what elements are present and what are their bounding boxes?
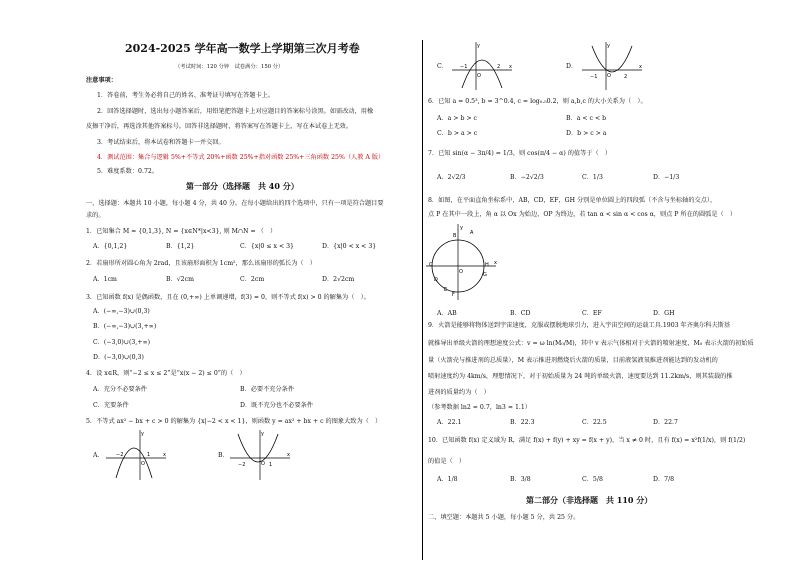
- note-2: 2．回答选择题时，选出每小题答案后，用铅笔把答题卡上对应题目的答案标号涂黑。如需改动，用橡: [97, 108, 374, 115]
- q10-option-b: B．3/8: [510, 476, 531, 483]
- q8-unit-circle-figure: [424, 222, 500, 302]
- q8-x-label: x: [494, 260, 497, 266]
- section2-instructions: 二、填空题：本题共 5 小题，每小题 5 分，共 25 分。: [428, 514, 580, 521]
- q8-option-d: D．GH: [653, 310, 675, 317]
- q6-stem: 6．已知 a = 0.5³, b = 3^0.4, c = log₀.₅0.2，则 a,b,c 的大小关系为（ ）。: [428, 98, 647, 105]
- q9-line-1: 9．火箭是能够将物体送到宇宙速度，克服或摆脱地球引力，进入宇宙空间的运载工具.1903 年齐奥尔科夫斯基: [428, 322, 731, 329]
- q3-stem: 3．已知函数 f(x) 是偶函数，且在 (0,+∞) 上单调递增，f(3) = 0，则不等式 f(x) > 0 的解集为（ ）。: [86, 294, 370, 301]
- q8-point-c: C: [429, 262, 433, 268]
- q5d-root-right: 2: [624, 74, 628, 80]
- section1-instructions-cont: 求的。: [86, 212, 105, 219]
- q1-option-c: C．{x|0 ≤ x < 3}: [240, 243, 294, 250]
- q5a-root-right: 1: [147, 452, 151, 458]
- q9-line-4: 喷射速度约为 4km/s，理想情况下，对于初始质量为 24 吨的单级火箭，速度要达到 11.2km/s，则其装载的推: [428, 373, 733, 380]
- exam-title: 2024-2025 学年高一数学上学期第三次月考卷: [125, 42, 360, 55]
- q5c-x-label: x: [509, 64, 512, 70]
- q8-point-g: G: [483, 272, 487, 278]
- q5d-origin: O: [607, 73, 611, 79]
- part1-heading: 第一部分（选择题 共 40 分）: [186, 181, 299, 191]
- q5a-x-label: x: [163, 452, 166, 458]
- q5-option-d: D．: [566, 63, 578, 70]
- notes-heading: 注意事项：: [86, 77, 117, 84]
- note-3: 3．考试结束后，将本试卷和答题卡一并交回。: [97, 139, 225, 146]
- q7-option-c: C．1/3: [582, 174, 603, 181]
- q9-option-a: A．22.1: [437, 419, 462, 426]
- part2-heading: 第二部分（非选择题 共 110 分）: [526, 495, 653, 505]
- q4-option-c: C．充要条件: [93, 402, 129, 409]
- q5c-root-left: −1: [460, 64, 468, 70]
- q5c-origin: O: [477, 73, 481, 79]
- q1-stem: 1．已知集合 M = {0,1,3}, N = {x∈N*|x<3}, 则 M∩N = （ ）: [86, 228, 277, 235]
- note-2-cont: 皮擦干净后，再选涂其他答案标号。回答非选择题时，将答案写在答题卡上，写在本试卷上无效。: [86, 123, 353, 130]
- q2-option-d: D．2√2cm: [322, 276, 355, 283]
- q10-option-a: A．1/8: [437, 476, 458, 483]
- q8-point-d: D: [434, 277, 438, 283]
- q1-option-d: D．{x|0 < x < 3}: [322, 243, 377, 250]
- note-4-scope: 4．测试范围：集合与逻辑 5%+不等式 20%+函数 25%+指对函数 25%+三角函数 25%（人教 A 版）: [97, 154, 385, 161]
- q7-option-a: A．2√2/3: [437, 174, 466, 181]
- q6-option-c: C．b > a > c: [437, 130, 478, 137]
- q5a-origin: O: [141, 461, 145, 467]
- q8-point-f: F: [452, 292, 455, 298]
- q9-reference-data: （参考数据 ln2 ≈ 0.7，ln3 ≈ 1.1）: [428, 404, 531, 411]
- q4-option-b: B．必要不充分条件: [240, 386, 295, 393]
- q6-option-a: A．a > b > c: [437, 115, 478, 122]
- q8-origin: O: [459, 269, 463, 275]
- q7-option-b: B．−2√2/3: [510, 174, 544, 181]
- q5-option-b: B．: [218, 452, 229, 459]
- q2-stem: 2．若扇形所对圆心角为 2rad，且该扇形面积为 1cm²，那么该扇形的弧长为（ ）: [86, 260, 316, 267]
- exam-info: （考试时间：120 分钟 试卷满分：150 分）: [175, 64, 284, 70]
- q5-graph-c: [450, 40, 516, 92]
- q6-option-d: D．b > c > a: [566, 130, 607, 137]
- q9-line-5: 进剂的质量约为（ ）: [428, 389, 490, 396]
- section1-instructions: 一、选择题：本题共 10 小题，每小题 4 分，共 40 分。在每小题给出的四个选项中，只有一项是符合题目要: [86, 200, 384, 207]
- q10-line-1: 10．已知函数 f(x) 定义域为 R，满足 f(x) + f(y) + xy = f(x + y)，当 x ≠ 0 时，且有 f(x) = x²f(1/x)，则 f(1/2): [428, 437, 746, 444]
- q8-y-label: y: [460, 225, 463, 231]
- q10-option-c: C．5/8: [582, 476, 603, 483]
- q5-stem: 5．不等式 ax² − bx + c > 0 的解集为 {x|−2 < x < 1}，则函数 y = ax² + bx + c 的图象大致为（ ）: [86, 418, 382, 425]
- q5d-x-label: x: [639, 64, 642, 70]
- q9-line-3: 量（火箭壳与推进剂的总质量），M 表示推进剂燃烧后火箭的质量，目前液氢液氧推进剂能达到的发动机的: [428, 357, 718, 364]
- q5b-root-right: 1: [269, 462, 273, 468]
- q5b-x-label: x: [287, 452, 290, 458]
- q5d-root-left: −1: [590, 74, 598, 80]
- q4-option-a: A．充分不必要条件: [93, 386, 147, 393]
- q5-graph-a: [104, 428, 170, 482]
- q8-point-b: B: [453, 233, 457, 239]
- q8-line-2: 点 P 在其中一段上，角 α 以 Ox 为始边，OP 为终边，若 tan α < sin α < cos α，则点 P 所在的圆弧是（ ）: [428, 211, 737, 218]
- q9-line-2: 就推导出单级火箭的理想速度公式：v = ω ln(M₀/M)，其中 v 表示气体相对于火箭的喷射速度，M₀ 表示火箭的初始质: [428, 340, 754, 347]
- q1-option-a: A．{0,1,2}: [93, 243, 128, 250]
- q7-option-d: D．−1/3: [653, 174, 680, 181]
- q10-line-2: 的值是（ ）: [428, 458, 466, 465]
- q3-option-c: C．(−3,0)∪(3,+∞): [93, 339, 151, 346]
- q5-option-a: A．: [93, 452, 104, 459]
- q7-stem: 7．已知 sin(α − 3π/4) = 1/3，则 cos(π/4 − α) 的值等于（ ）: [428, 150, 612, 157]
- q8-point-e: E: [444, 287, 448, 293]
- q5-option-c: C．: [437, 63, 448, 70]
- q4-option-d: D．既不充分也不必要条件: [240, 402, 314, 409]
- column-divider: [422, 40, 423, 560]
- note-5: 5．难度系数：0.72。: [97, 168, 159, 175]
- q2-option-a: A．1cm: [93, 276, 117, 283]
- q6-option-b: B．a < c < b: [566, 115, 607, 122]
- q8-point-h: H: [485, 262, 489, 268]
- q9-option-b: B．22.3: [510, 419, 535, 426]
- q1-option-b: B．{1,2}: [166, 243, 195, 250]
- q5a-root-left: −2: [116, 452, 124, 458]
- q5a-y-label: y: [141, 431, 144, 437]
- q5c-root-right: 2: [497, 64, 501, 70]
- q3-option-a: A．(−∞,−3)∪(0,3): [93, 308, 150, 315]
- q9-option-c: C．22.5: [582, 419, 607, 426]
- q9-option-d: D．22.7: [653, 419, 678, 426]
- q8-option-a: A．AB: [437, 310, 457, 317]
- q2-option-b: B．√2cm: [166, 276, 194, 283]
- q5-graph-b: [228, 428, 294, 482]
- q3-option-d: D．(−3,0)∪(0,3): [93, 354, 144, 361]
- q8-point-a: A: [470, 230, 474, 236]
- q4-stem: 4．设 x∈R，则“−2 ≤ x ≤ 2”是“x(x − 2) ≤ 0”的（ ）: [86, 370, 246, 377]
- q5d-y-label: y: [607, 43, 610, 49]
- q5-graph-d: [580, 40, 646, 92]
- q5c-y-label: y: [477, 43, 480, 49]
- q2-option-c: C．2cm: [240, 276, 265, 283]
- q10-option-d: D．7/8: [653, 476, 675, 483]
- q5b-origin: O: [261, 461, 265, 467]
- note-1: 1．答卷前，考生务必将自己的姓名、准考证号填写在答题卡上。: [97, 92, 275, 99]
- q8-option-b: B．CD: [510, 310, 531, 317]
- q8-option-c: C．EF: [582, 310, 602, 317]
- q5b-root-left: −2: [238, 462, 246, 468]
- q5b-y-label: y: [261, 431, 264, 437]
- q3-option-b: B．(−∞,−3)∪(3,+∞): [93, 323, 157, 330]
- q8-line-1: 8．如图，在平面直角坐标系中，AB，CD，EF，GH 分别是单位圆上的四段弧（不含与坐标轴的交点），: [428, 197, 717, 204]
